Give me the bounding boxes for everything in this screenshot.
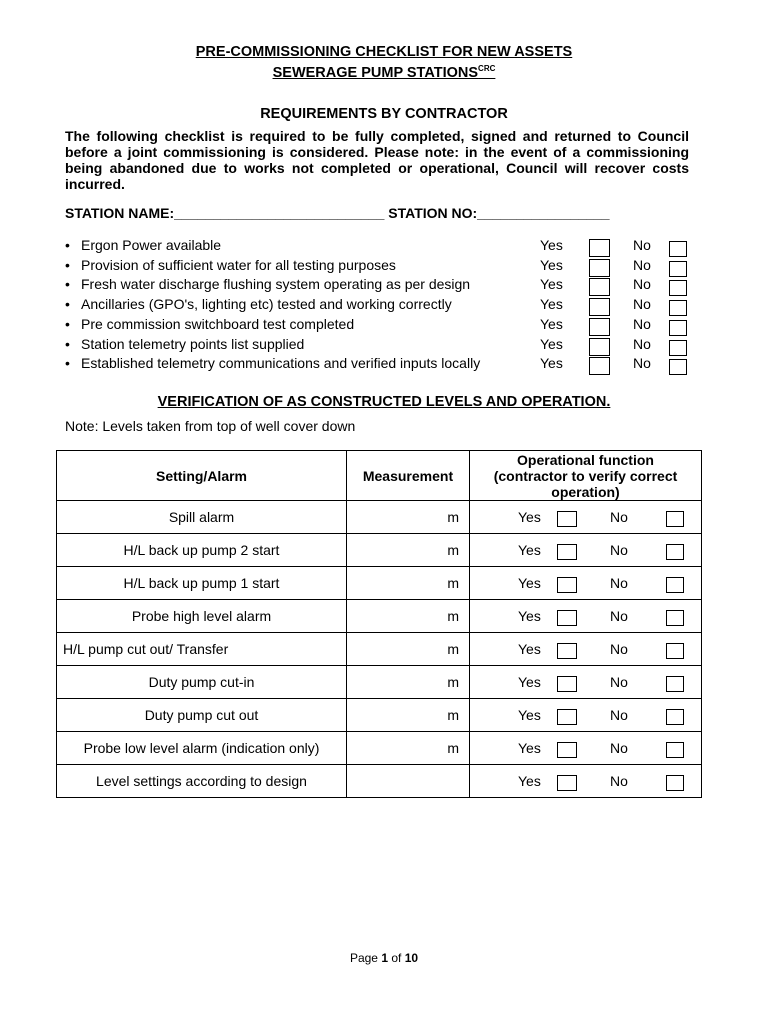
operation-cell [470, 567, 702, 600]
no-checkbox[interactable] [669, 280, 687, 296]
table-row [57, 699, 702, 732]
unit-label: m [447, 674, 459, 690]
yes-checkbox[interactable] [557, 676, 577, 692]
yes-label: Yes [518, 740, 541, 756]
table-row [57, 633, 702, 666]
page-footer: Page 1 of 10 [349, 951, 419, 965]
yes-label: Yes [518, 575, 541, 591]
no-label: No [610, 575, 628, 591]
no-checkbox[interactable] [666, 709, 684, 725]
yes-checkbox[interactable] [589, 338, 610, 356]
checklist-item [65, 296, 705, 316]
yes-checkbox[interactable] [557, 577, 577, 593]
setting-cell: Level settings according to design [57, 765, 347, 798]
yes-checkbox[interactable] [557, 544, 577, 560]
bullet: • [65, 335, 70, 352]
checklist-item-label: Ergon Power available [81, 237, 222, 253]
operation-cell [470, 600, 702, 633]
yes-label: Yes [518, 641, 541, 657]
checklist-item [65, 237, 705, 257]
yes-label: Yes [518, 674, 541, 690]
operation-cell [470, 765, 702, 798]
no-checkbox[interactable] [669, 340, 687, 356]
bullet: • [65, 237, 70, 253]
no-label: No [610, 509, 628, 525]
setting-cell: Duty pump cut-in [57, 666, 347, 699]
measurement-cell[interactable] [347, 600, 470, 633]
yes-label: Yes [540, 315, 563, 332]
yes-checkbox[interactable] [589, 318, 610, 336]
table-row [57, 666, 702, 699]
yes-label: Yes [540, 355, 563, 372]
yes-label: Yes [540, 335, 563, 352]
measurement-cell[interactable] [347, 732, 470, 765]
bullet: • [65, 315, 70, 332]
setting-cell: Probe low level alarm (indication only) [57, 732, 347, 765]
bullet: • [65, 355, 70, 372]
levels-note: Note: Levels taken from top of well cover down [65, 418, 356, 434]
no-checkbox[interactable] [666, 676, 684, 692]
no-label: No [610, 740, 628, 756]
checklist-item-label: Station telemetry points list supplied [81, 335, 305, 352]
no-checkbox[interactable] [666, 643, 684, 659]
yes-checkbox[interactable] [557, 511, 577, 527]
no-label: No [610, 773, 628, 789]
yes-label: Yes [518, 542, 541, 558]
checklist-item-label: Ancillaries (GPO's, lighting etc) tested and working correctly [81, 296, 452, 313]
unit-label: m [447, 740, 459, 756]
yes-label: Yes [518, 509, 541, 525]
header-measurement: Measurement [347, 451, 470, 501]
yes-label: Yes [518, 608, 541, 624]
levels-table [56, 450, 702, 798]
setting-cell: Duty pump cut out [57, 699, 347, 732]
yes-checkbox[interactable] [557, 709, 577, 725]
no-checkbox[interactable] [669, 261, 687, 277]
no-label: No [633, 315, 651, 332]
section-heading-requirements: REQUIREMENTS BY CONTRACTOR [260, 106, 508, 122]
checklist-item-label: Provision of sufficient water for all testing purposes [81, 256, 396, 273]
yes-label: Yes [540, 256, 563, 273]
operation-cell [470, 699, 702, 732]
no-label: No [633, 237, 651, 253]
section-heading-verification: VERIFICATION OF AS CONSTRUCTED LEVELS AND OPERATION. [157, 394, 611, 410]
yes-checkbox[interactable] [557, 742, 577, 758]
checklist-item-label: Established telemetry communications and verified inputs locally [81, 355, 481, 372]
setting-cell: Probe high level alarm [57, 600, 347, 633]
operation-cell [470, 501, 702, 534]
no-label: No [633, 296, 651, 313]
no-label: No [610, 674, 628, 690]
measurement-cell[interactable] [347, 666, 470, 699]
yes-checkbox[interactable] [557, 610, 577, 626]
measurement-cell[interactable] [347, 633, 470, 666]
no-label: No [610, 608, 628, 624]
no-checkbox[interactable] [666, 544, 684, 560]
checklist-item [65, 316, 705, 336]
yes-label: Yes [540, 296, 563, 313]
no-label: No [633, 256, 651, 273]
operation-cell [470, 534, 702, 567]
checklist-item [65, 355, 705, 375]
measurement-cell[interactable] [347, 765, 470, 798]
yes-checkbox[interactable] [589, 298, 610, 316]
no-checkbox[interactable] [669, 359, 687, 375]
yes-label: Yes [518, 707, 541, 723]
yes-label: Yes [518, 773, 541, 789]
table-row [57, 765, 702, 798]
title-line-2: SEWERAGE PUMP $STATIONS^{CRC}$ [272, 64, 496, 81]
yes-label: Yes [540, 276, 563, 293]
setting-cell: H/L pump cut out/ Transfer [57, 633, 347, 666]
operation-cell [470, 732, 702, 765]
unit-label: m [447, 575, 459, 591]
operation-cell [470, 666, 702, 699]
table-header-row [57, 451, 702, 501]
checklist-item-label: Pre commission switchboard test completed [81, 315, 355, 332]
yes-checkbox[interactable] [557, 775, 577, 791]
unit-label: m [447, 707, 459, 723]
measurement-cell[interactable] [347, 501, 470, 534]
yes-checkbox[interactable] [589, 278, 610, 296]
checklist-item [65, 257, 705, 277]
no-label: No [633, 355, 651, 372]
bullet: • [65, 296, 70, 313]
bullet: • [65, 256, 70, 273]
measurement-cell[interactable] [347, 567, 470, 600]
no-label: No [633, 335, 651, 352]
yes-checkbox[interactable] [589, 239, 610, 257]
setting-cell: Spill alarm [57, 501, 347, 534]
no-checkbox[interactable] [666, 742, 684, 758]
no-label: No [633, 276, 651, 293]
unit-label: m [447, 542, 459, 558]
yes-checkbox[interactable] [557, 643, 577, 659]
measurement-cell[interactable] [347, 534, 470, 567]
yes-checkbox[interactable] [589, 259, 610, 277]
unit-label: m [447, 509, 459, 525]
setting-cell: H/L back up pump 1 start [57, 567, 347, 600]
checklist-item [65, 276, 705, 296]
checklist-item [65, 336, 705, 356]
unit-label: m [447, 641, 459, 657]
no-label: No [610, 542, 628, 558]
station-fields: STATION NAME:___________________________ STATION NO:_________________ [65, 205, 610, 221]
table-row [57, 567, 702, 600]
yes-checkbox[interactable] [589, 357, 610, 375]
intro-paragraph: The following checklist is required to be fully completed, signed and returned to Council before a joint commissioning is considered. Please note: in the event of a commissioning being abandoned due to works not completed or operational, Council will recover costs incurred. [65, 128, 689, 192]
no-label: No [610, 641, 628, 657]
no-checkbox[interactable] [666, 511, 684, 527]
checklist-item-label: Fresh water discharge flushing system operating as per design [81, 276, 471, 293]
operation-cell [470, 633, 702, 666]
no-checkbox[interactable] [666, 775, 684, 791]
table-row [57, 534, 702, 567]
title-line-1: PRE-COMMISSIONING CHECKLIST FOR NEW ASSETS [195, 44, 573, 60]
header-setting: Setting/Alarm [57, 451, 347, 501]
no-checkbox[interactable] [666, 577, 684, 593]
no-checkbox[interactable] [669, 300, 687, 316]
no-checkbox[interactable] [669, 320, 687, 336]
setting-cell: H/L back up pump 2 start [57, 534, 347, 567]
no-checkbox[interactable] [666, 610, 684, 626]
bullet: • [65, 276, 70, 293]
table-row [57, 732, 702, 765]
no-checkbox[interactable] [669, 241, 687, 257]
unit-label: m [447, 608, 459, 624]
header-operational: Operational function (contractor to verify correct operation) [470, 451, 702, 501]
yes-label: Yes [540, 237, 563, 253]
table-row [57, 501, 702, 534]
measurement-cell[interactable] [347, 699, 470, 732]
table-row [57, 600, 702, 633]
no-label: No [610, 707, 628, 723]
